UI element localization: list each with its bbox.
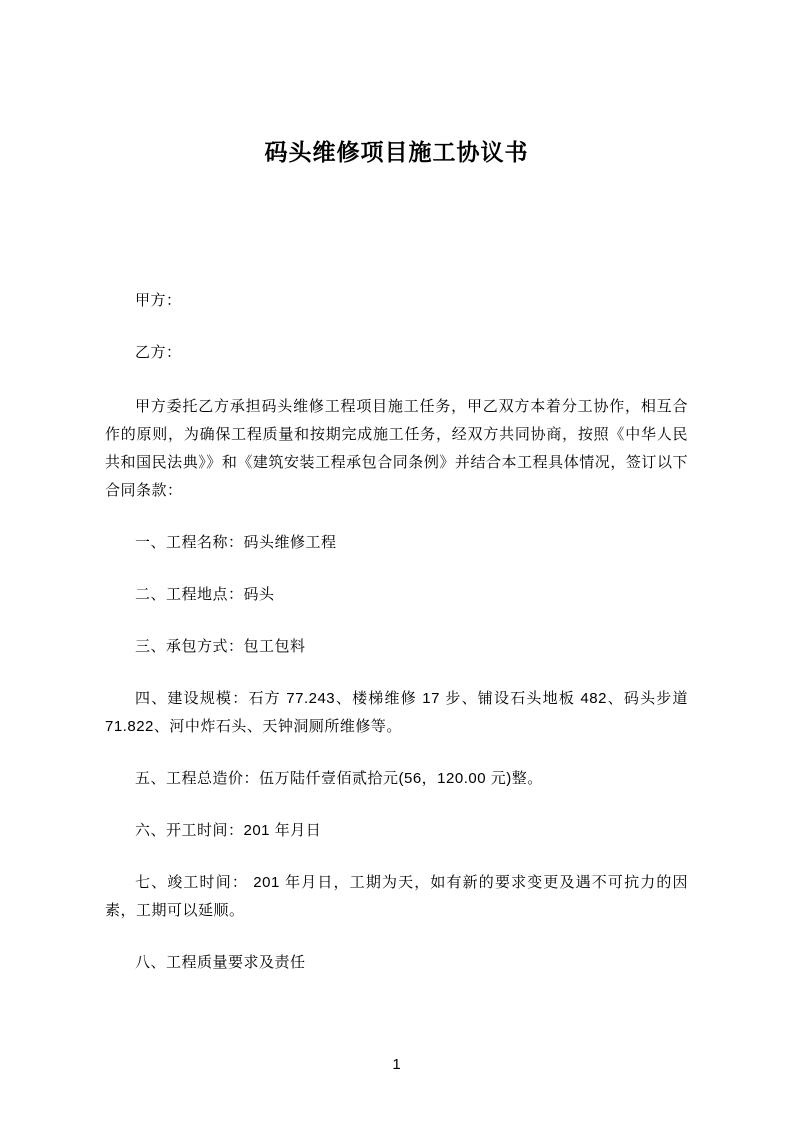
clause-construction-scale: 四、建设规模：石方 77.243、楼梯维修 17 步、铺设石头地板 482、码头步道 71.822、河中炸石头、天钟洞厕所维修等。 (105, 690, 688, 735)
clause-project-name: 一、工程名称：码头维修工程 (135, 534, 337, 551)
clause-project-location: 二、工程地点：码头 (135, 586, 275, 603)
preamble-paragraph: 甲方委托乙方承担码头维修工程项目施工任务，甲乙双方本着分工协作，相互合作的原则，为确保工程质量和按期完成施工任务，经双方共同协商，按照《中华人民共和国民法典》》和《建筑安装工程承包合同条例》并结合本工程具体情况，签订以下合同条款： (105, 398, 688, 499)
clause-start-date: 六、开工时间：201 年月日 (135, 822, 322, 839)
document-title: 码头维修项目施工协议书 (264, 139, 529, 165)
clause-completion-date: 七、竣工时间： 201 年月日，工期为天，如有新的要求变更及遇不可抗力的因素，工期可以延顺。 (105, 874, 688, 919)
party-b-line: 乙方： (135, 344, 182, 361)
clause-total-cost: 五、工程总造价：伍万陆仟壹佰贰拾元(56，120.00 元)整。 (135, 770, 543, 787)
clause-quality-requirements: 八、工程质量要求及责任 (135, 954, 306, 971)
party-a-line: 甲方： (135, 292, 182, 309)
clause-contract-method: 三、承包方式：包工包料 (135, 638, 306, 655)
page-number: 1 (392, 1056, 401, 1073)
